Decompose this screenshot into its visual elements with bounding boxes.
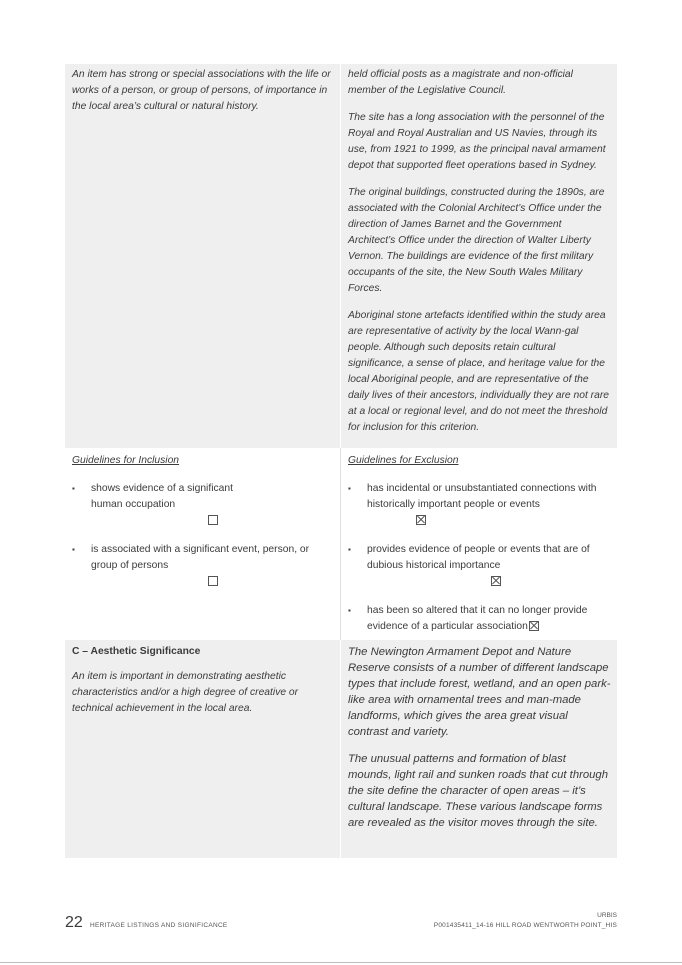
criterion-text: An item is important in demonstrating aesthetic characteristics and/or a high degree of creative or technical achievement in the local area. <box>72 671 299 714</box>
guideline-text: shows evidence of a significant human occupation <box>91 483 233 510</box>
bullet-icon: ▪ <box>348 484 351 493</box>
criterion-text: An item has strong or special associations with the life or works of a person, or group of persons, of importance in the local area’s cultural or natural history. <box>72 69 331 112</box>
assessment-paragraph: The site has a long association with the personnel of the Royal and Royal Australian and US Navies, through its use, from 1921 to 1999, as the principal naval armament depot that supported fleet operations based in Sydney. <box>348 112 606 171</box>
table-row <box>65 448 617 640</box>
list-item <box>348 542 611 590</box>
criterion-description <box>65 640 341 858</box>
table-row <box>65 640 617 858</box>
section-title: HERITAGE LISTINGS AND SIGNIFICANCE <box>90 922 228 929</box>
assessment-paragraph: The original buildings, constructed during the 1890s, are associated with the Colonial Architect’s Office under the direction of James Barnet and the Government Architect’s Office under the direction of Walter Liberty Vernon. The buildings are evidence of the first military occupants of the site, the New South Wales Military Forces. <box>348 187 605 294</box>
criteria-table <box>65 64 617 858</box>
table-row <box>65 64 617 448</box>
page-number: 22 <box>65 914 83 931</box>
assessment-text <box>341 64 617 448</box>
guideline-text: has been so altered that it can no longer provide evidence of a particular association <box>367 605 588 632</box>
list-item <box>348 603 611 635</box>
bullet-icon: ▪ <box>72 484 75 493</box>
exclusion-heading: Guidelines for Exclusion <box>348 455 459 466</box>
list-item <box>72 542 334 590</box>
checkbox-checked-icon <box>491 576 501 586</box>
assessment-paragraph: The unusual patterns and formation of blast mounds, light rail and sunken roads that cut through the site define the character of open areas – it’s cultural landscape. These various landscape forms are revealed as the visitor moves through the site. <box>348 753 608 829</box>
guideline-text: is associated with a significant event, person, or group of persons <box>91 544 310 571</box>
document-reference: P001435411_14-16 HILL ROAD WENTWORTH POINT_HIS <box>433 922 617 929</box>
checkbox-checked-icon <box>529 621 539 631</box>
bullet-icon: ▪ <box>72 545 75 554</box>
inclusion-heading: Guidelines for Inclusion <box>72 455 180 466</box>
bullet-icon: ▪ <box>348 606 351 615</box>
assessment-paragraph: held official posts as a magistrate and non-official member of the Legislative Council. <box>348 69 573 96</box>
criterion-description <box>65 64 341 448</box>
criterion-heading: C – Aesthetic Significance <box>72 646 201 657</box>
checkbox-checked-icon <box>416 515 426 525</box>
inclusion-guidelines <box>65 448 341 640</box>
list-item <box>72 481 334 529</box>
assessment-paragraph: Aboriginal stone artefacts identified within the study area are representative of activity by the local Wann-gal people. Although such deposits retain cultural significance, a sense of place, and heritage value for the local Aboriginal people, and are representative of the daily lives of their ancestors, individually they are not rare at a local or regional level, and do not meet the threshold for inclusion for this criterion. <box>348 310 609 433</box>
list-item <box>348 481 611 529</box>
company-name: URBIS <box>597 912 617 919</box>
assessment-paragraph: The Newington Armament Depot and Nature Reserve consists of a number of different landscape types that include forest, wetland, and an open park-like area with ornamental trees and man-made landforms, which gives the area great visual contrast and variety. <box>348 646 611 738</box>
page-divider <box>0 962 682 963</box>
guideline-text: has incidental or unsubstantiated connections with historically important people or events <box>367 483 597 510</box>
guideline-text: provides evidence of people or events that are of dubious historical importance <box>367 544 590 571</box>
checkbox-unchecked-icon <box>208 576 218 586</box>
checkbox-unchecked-icon <box>208 515 218 525</box>
exclusion-guidelines <box>341 448 617 640</box>
bullet-icon: ▪ <box>348 545 351 554</box>
assessment-text <box>341 640 617 858</box>
